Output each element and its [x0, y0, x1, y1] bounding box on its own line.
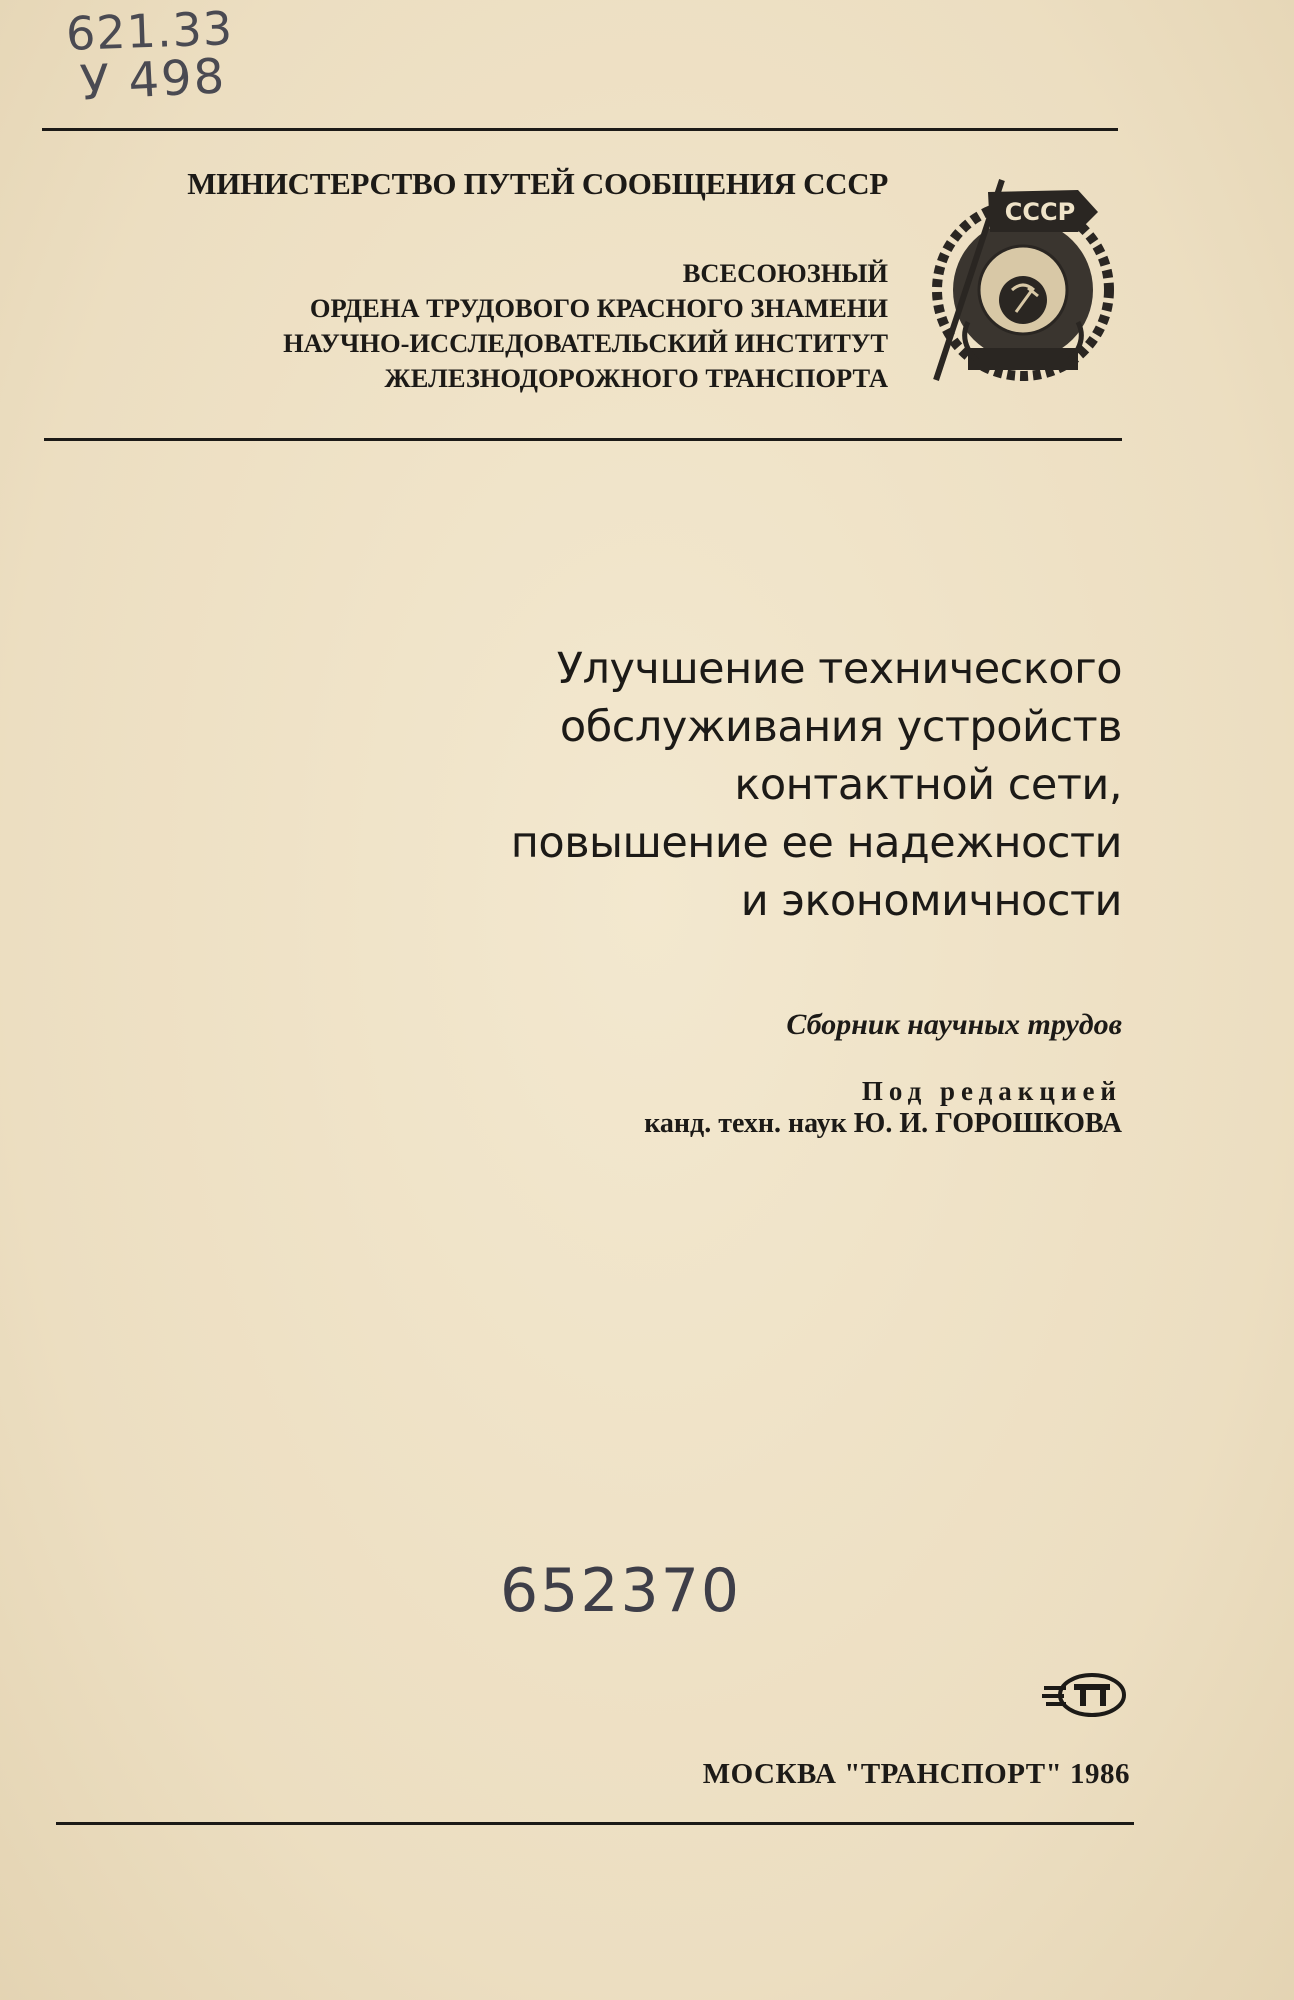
header-rule: [44, 438, 1122, 441]
title-line: обслуживания устройств: [559, 702, 1122, 752]
book-subtitle: Сборник научных трудов: [786, 1008, 1122, 1041]
call-number-class: 621.33: [65, 1, 234, 61]
institute-line: НАУЧНО-ИССЛЕДОВАТЕЛЬСКИЙ ИНСТИТУТ: [283, 328, 888, 358]
order-emblem-icon: [928, 172, 1118, 392]
top-rule: [42, 128, 1118, 131]
institute-line: ЖЕЛЕЗНОДОРОЖНОГО ТРАНСПОРТА: [384, 363, 888, 393]
ministry-name: МИНИСТЕРСТВО ПУТЕЙ СООБЩЕНИЯ СССР: [187, 166, 888, 201]
editor-name: канд. техн. наук Ю. И. ГОРОШКОВА: [644, 1108, 1122, 1139]
institute-name: [283, 256, 888, 396]
title-line: повышение ее надежности: [510, 818, 1122, 868]
publisher-imprint: МОСКВА "ТРАНСПОРТ" 1986: [702, 1758, 1130, 1790]
publisher-logo-icon: [1040, 1670, 1130, 1720]
book-title: [511, 640, 1122, 930]
call-number-author-mark: У 498: [78, 48, 228, 112]
institute-line: ВСЕСОЮЗНЫЙ: [682, 258, 888, 288]
inventory-number: 652370: [500, 1556, 742, 1626]
bottom-rule: [56, 1822, 1134, 1825]
editor-label: Под редакцией: [861, 1076, 1122, 1106]
title-line: контактной сети,: [734, 760, 1122, 810]
institute-line: ОРДЕНА ТРУДОВОГО КРАСНОГО ЗНАМЕНИ: [309, 293, 888, 323]
emblem-text: СССР: [1004, 198, 1076, 226]
title-line: и экономичности: [740, 876, 1122, 926]
title-line: Улучшение технического: [556, 644, 1122, 694]
